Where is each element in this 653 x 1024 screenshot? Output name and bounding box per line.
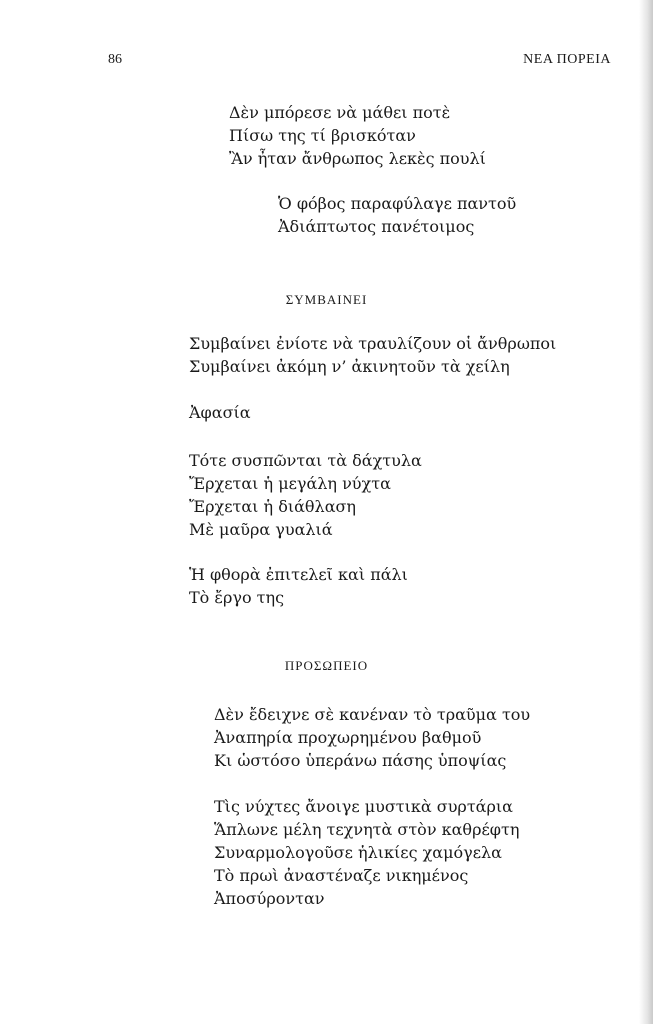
verse-line: Ἔρχεται ἡ διάθλαση [189,497,357,516]
verse-line: Τὸ πρωὶ ἀναστέναζε νικημένος [214,866,469,885]
poem2-stanza2 [189,401,251,424]
verse-line: Ἀδιάπτωτος πανέτοιμος [278,217,475,236]
verse-line: Ἀφασία [189,403,251,422]
verse-line: Ἔρχεται ἡ μεγάλη νύχτα [189,474,391,493]
verse-line: Ἡ φθορὰ ἐπιτελεῖ καὶ πάλι [189,565,408,584]
poem3-stanza2 [214,795,519,910]
poem2-stanza4 [189,563,408,609]
running-header [0,52,653,72]
poem2-stanza1 [189,332,556,378]
poem-title-prosopeio: ΠΡΟΣΩΠΕΙΟ [284,658,369,673]
verse-line: Ἀναπηρία προχωρημένου βαθμοῦ [214,728,482,747]
poem1-stanza1 [229,101,486,170]
verse-line: Ἀποσύρονταν [214,889,325,908]
verse-line: Τὸ ἔργο της [189,588,285,607]
verse-line: Ἅπλωνε μέλη τεχνητὰ στὸν καθρέφτη [214,820,520,839]
verse-line: Κι ὡστόσο ὑπεράνω πάσης ὑποψίας [214,751,507,770]
verse-line: Ἂν ἦταν ἄνθρωπος λεκὲς πουλί [229,149,486,168]
verse-line: Συμβαίνει ἐνίοτε νὰ τραυλίζουν οἱ ἄνθρωποι [189,334,557,353]
journal-title: ΝΕΑ ΠΟΡΕΙΑ [523,52,611,67]
page-number: 86 [108,52,122,67]
verse-line: Ὁ φόβος παραφύλαγε παντοῦ [278,194,517,213]
poem-title-symvainei: ΣΥΜΒΑΙΝΕΙ [285,292,368,307]
verse-line: Συμβαίνει ἀκόμη ν’ ἀκινητοῦν τὰ χείλη [189,357,510,376]
verse-line: Δὲν μπόρεσε νὰ μάθει ποτὲ [229,103,451,122]
verse-line: Συναρμολογοῦσε ἡλικίες χαμόγελα [214,843,502,862]
poem2-stanza3 [189,449,422,541]
verse-line: Τὶς νύχτες ἄνοιγε μυστικὰ συρτάρια [214,797,513,816]
poem3-stanza1 [214,703,530,772]
poem1-stanza2 [278,192,516,238]
verse-line: Δὲν ἔδειχνε σὲ κανέναν τὸ τραῦμα του [214,705,531,724]
verse-line: Τότε συσπῶνται τὰ δάχτυλα [189,451,422,470]
page-edge-shadow [639,0,653,1024]
verse-line: Πίσω της τί βρισκόταν [229,126,416,145]
verse-line: Μὲ μαῦρα γυαλιά [189,520,333,539]
